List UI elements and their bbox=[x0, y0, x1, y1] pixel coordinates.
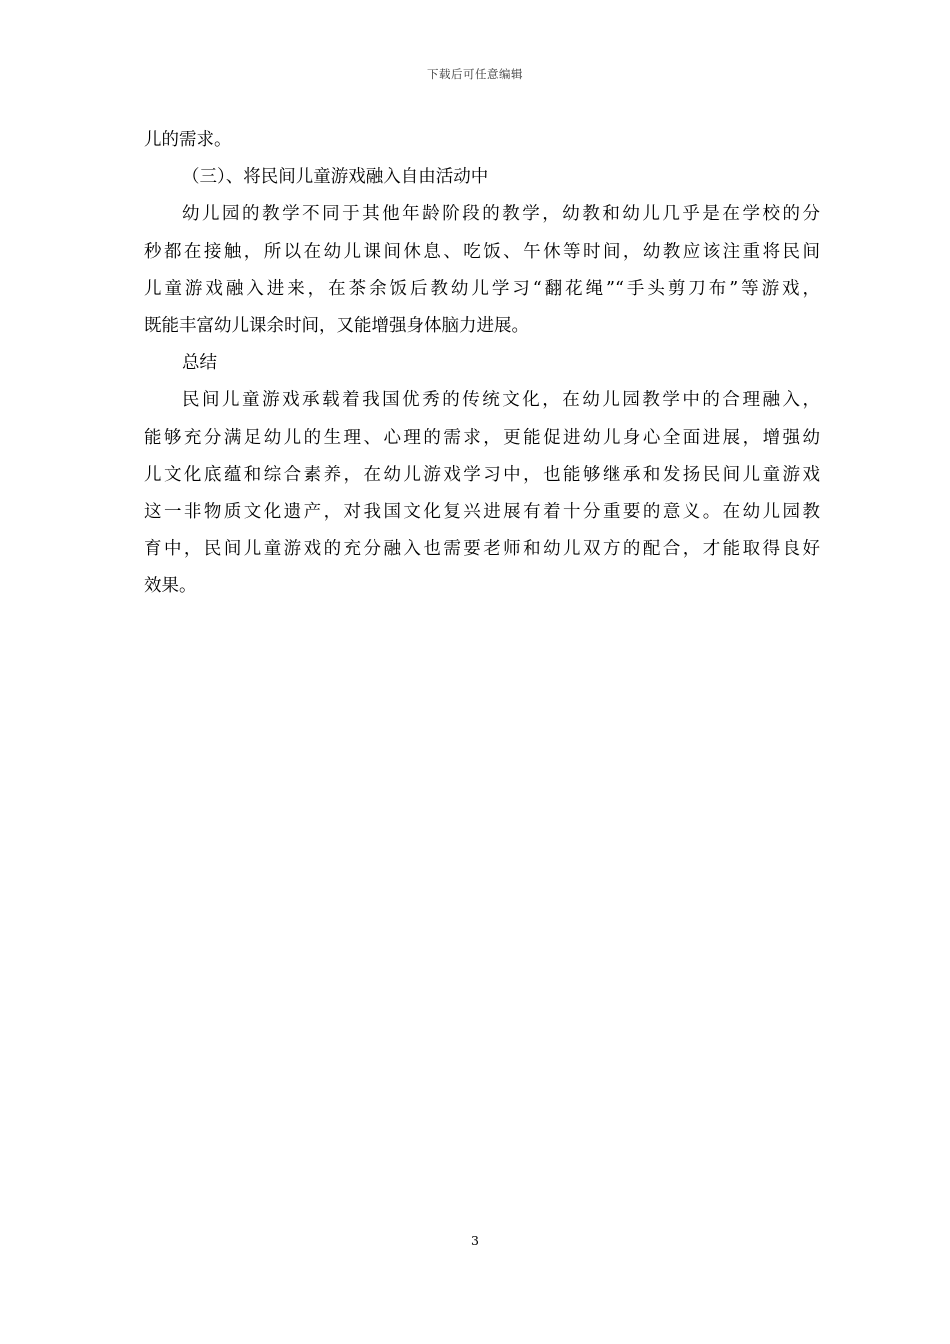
text-line: 儿童游戏融入进来，在茶余饭后教幼儿学习“翻花绳”“手头剪刀布”等游戏， bbox=[144, 278, 820, 299]
text-line: 儿文化底蕴和综合素养，在幼儿游戏学习中，也能够继承和发扬民间儿童游戏 bbox=[144, 464, 820, 485]
text-line: 能够充分满足幼儿的生理、心理的需求，更能促进幼儿身心全面进展，增强幼 bbox=[144, 427, 820, 448]
text-line: 儿的需求。 bbox=[144, 130, 232, 150]
text-line: 育中，民间儿童游戏的充分融入也需要老师和幼儿双方的配合，才能取得良好 bbox=[144, 539, 820, 560]
body-text bbox=[144, 122, 820, 605]
page-header: 下载后可任意编辑 bbox=[427, 67, 523, 81]
text-line: 效果。 bbox=[144, 576, 197, 597]
text-line: 秒都在接触，所以在幼儿课间休息、吃饭、午休等时间，幼教应该注重将民间 bbox=[144, 241, 820, 262]
text-line: 民间儿童游戏承载着我国优秀的传统文化，在幼儿园教学中的合理融入， bbox=[182, 390, 820, 411]
section-heading: 总结 bbox=[182, 353, 217, 374]
page-number: 3 bbox=[471, 1233, 479, 1248]
text-line: 幼儿园的教学不同于其他年龄阶段的教学，幼教和幼儿几乎是在学校的分 bbox=[182, 204, 820, 225]
text-line: 既能丰富幼儿课余时间，又能增强身体脑力进展。 bbox=[144, 315, 529, 336]
section-heading: （三）、将民间儿童游戏融入自由活动中 bbox=[182, 167, 489, 188]
text-line: 这一非物质文化遗产，对我国文化复兴进展有着十分重要的意义。在幼儿园教 bbox=[144, 501, 820, 522]
